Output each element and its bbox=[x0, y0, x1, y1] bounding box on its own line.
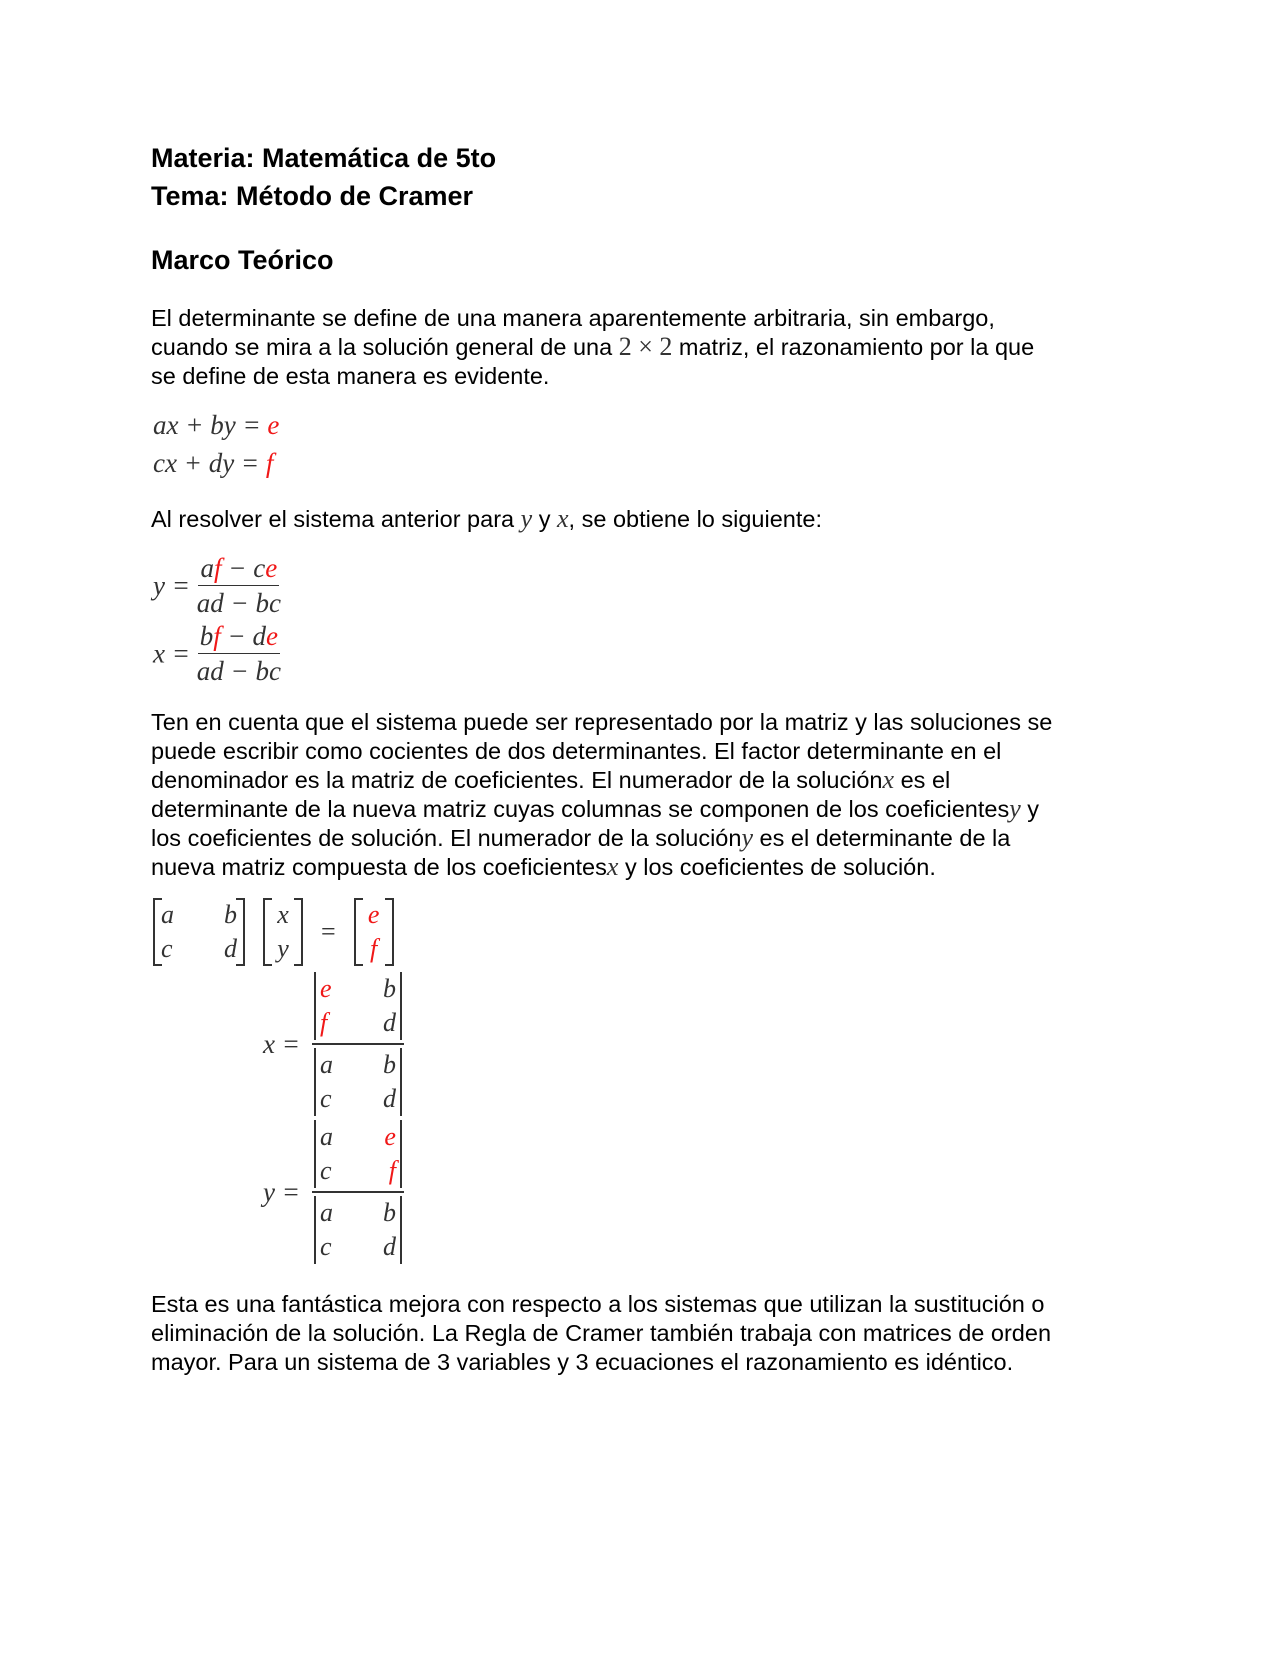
y-solution bbox=[153, 553, 281, 618]
entry: f bbox=[370, 934, 378, 963]
text: y los coeficientes de solución. bbox=[618, 854, 936, 880]
equation-1 bbox=[153, 410, 279, 440]
entry: e bbox=[319, 974, 332, 1003]
sym: e bbox=[265, 621, 278, 651]
text-line bbox=[151, 853, 1052, 882]
numerator bbox=[198, 553, 279, 586]
eq-lhs: cx + dy = bbox=[153, 448, 266, 478]
text: nueva matriz compuesta de los coeficientes bbox=[151, 854, 607, 880]
eq-rhs: e bbox=[267, 410, 280, 440]
sym: f bbox=[213, 553, 222, 583]
equation-2 bbox=[153, 448, 273, 478]
text-line bbox=[151, 824, 1052, 853]
coefficient-matrix bbox=[153, 898, 245, 966]
numerator bbox=[312, 1120, 404, 1193]
denominator bbox=[314, 1193, 402, 1264]
cramer-x-formula bbox=[263, 972, 404, 1116]
entry: c bbox=[319, 1232, 332, 1261]
entry: a bbox=[161, 900, 174, 929]
entry: b bbox=[224, 900, 237, 929]
text: es el bbox=[894, 767, 951, 793]
text: y bbox=[1020, 796, 1040, 822]
sym: f bbox=[213, 621, 221, 651]
inline-math: y bbox=[741, 823, 753, 852]
x-solution bbox=[153, 621, 281, 686]
entry: a bbox=[319, 1050, 333, 1079]
eq-label: y = bbox=[153, 570, 190, 601]
entry: b bbox=[382, 1198, 396, 1227]
inline-math: x bbox=[882, 765, 895, 794]
denominator bbox=[314, 1045, 402, 1116]
inline-math: y bbox=[520, 504, 533, 533]
sym: − c bbox=[221, 553, 266, 583]
explanation-paragraph bbox=[151, 708, 1052, 882]
numerator-determinant bbox=[314, 1120, 402, 1188]
entry: d bbox=[382, 1232, 396, 1261]
entry: c bbox=[319, 1084, 332, 1113]
denominator: ad − bc bbox=[196, 656, 281, 686]
sym: b bbox=[199, 621, 214, 651]
inline-math: x bbox=[556, 504, 569, 533]
text: y bbox=[532, 506, 557, 532]
text: Al resolver el sistema anterior para bbox=[151, 506, 521, 532]
text: es el determinante de la bbox=[753, 825, 1011, 851]
text-line: eliminación de la solución. La Regla de Cramer también trabaja con matrices de orden bbox=[151, 1320, 1052, 1346]
entry: a bbox=[319, 1198, 333, 1227]
entry: f bbox=[319, 1008, 328, 1037]
eq-label: x = bbox=[153, 638, 190, 669]
cramer-y-formula bbox=[263, 1120, 404, 1264]
sym: − d bbox=[220, 621, 266, 651]
entry: d bbox=[382, 1008, 396, 1037]
entry: y bbox=[277, 934, 289, 963]
eq-label: x = bbox=[263, 1029, 300, 1059]
text-line: El determinante se define de una manera aparentemente arbitraria, sin embargo, bbox=[151, 305, 995, 331]
entry: b bbox=[382, 1050, 396, 1079]
conclusion-paragraph bbox=[151, 1290, 1051, 1377]
eq-label: y = bbox=[263, 1177, 300, 1207]
inline-math: y bbox=[1009, 794, 1021, 823]
subject-heading: Materia: Matemática de 5to bbox=[151, 143, 497, 173]
entry: c bbox=[161, 934, 173, 963]
entry: a bbox=[319, 1122, 333, 1151]
text-line: puede escribir como cocientes de dos determinantes. El factor determinante en el bbox=[151, 738, 1002, 764]
entry: d bbox=[224, 934, 237, 963]
denominator-determinant bbox=[314, 1048, 402, 1116]
text-line bbox=[151, 333, 1034, 362]
fraction bbox=[312, 1120, 404, 1264]
text: denominador es la matriz de coeficientes. El numerador de la solución bbox=[151, 767, 883, 793]
text: , se obtiene lo siguiente: bbox=[568, 506, 822, 532]
eq-lhs: ax + by = bbox=[153, 410, 268, 440]
numerator bbox=[312, 972, 404, 1045]
entry: e bbox=[367, 900, 380, 929]
text-line: se define de esta manera es evidente. bbox=[151, 363, 550, 389]
text-line bbox=[151, 795, 1052, 824]
topic-heading: Tema: Método de Cramer bbox=[151, 181, 474, 211]
fraction bbox=[197, 621, 281, 686]
entry: f bbox=[388, 1156, 396, 1185]
text-line: Ten en cuenta que el sistema puede ser representado por la matriz y las soluciones se bbox=[151, 709, 1053, 735]
text-line: mayor. Para un sistema de 3 variables y 3 ecuaciones el razonamiento es idéntico. bbox=[151, 1349, 1014, 1375]
matrix-equation bbox=[153, 898, 394, 966]
entry: x bbox=[277, 900, 289, 929]
inline-math: 2 × 2 bbox=[618, 332, 673, 361]
text: matriz, el razonamiento por la que bbox=[672, 334, 1035, 360]
denominator-determinant bbox=[314, 1196, 402, 1264]
text-line: Esta es una fantástica mejora con respecto a los sistemas que utilizan la sustitución o bbox=[151, 1291, 1045, 1317]
sym: e bbox=[265, 553, 278, 583]
equals-sign: = bbox=[321, 917, 336, 946]
numerator bbox=[198, 621, 280, 654]
text: determinante de la nueva matriz cuyas columnas se componen de los coeficientes bbox=[151, 796, 1010, 822]
solve-paragraph bbox=[151, 505, 822, 534]
inline-math: x bbox=[606, 852, 619, 881]
entry: d bbox=[382, 1084, 396, 1113]
constant-vector bbox=[354, 898, 394, 966]
variable-vector bbox=[263, 898, 303, 966]
entry: b bbox=[382, 974, 396, 1003]
fraction bbox=[312, 972, 404, 1116]
intro-paragraph bbox=[151, 304, 1034, 391]
sym: a bbox=[200, 553, 214, 583]
text: cuando se mira a la solución general de una bbox=[151, 334, 619, 360]
text: los coeficientes de solución. El numerador de la solución bbox=[151, 825, 742, 851]
eq-rhs: f bbox=[265, 448, 274, 478]
fraction bbox=[197, 553, 281, 618]
text-line bbox=[151, 766, 1052, 795]
numerator-determinant bbox=[314, 972, 402, 1040]
entry: e bbox=[384, 1122, 396, 1151]
denominator: ad − bc bbox=[196, 588, 281, 618]
section-heading: Marco Teórico bbox=[151, 245, 334, 275]
entry: c bbox=[319, 1156, 332, 1185]
